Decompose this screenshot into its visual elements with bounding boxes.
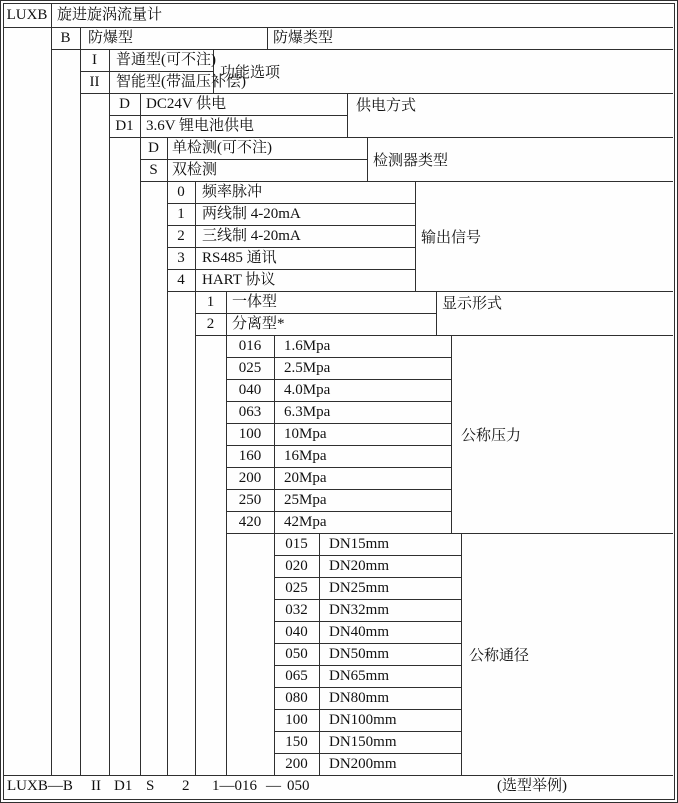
option-desc: RS485 通讯: [202, 250, 277, 266]
option-desc: DN80mm: [329, 690, 389, 706]
product-code: LUXB: [6, 7, 48, 23]
option-desc: 1.6Mpa: [284, 338, 331, 354]
option-code: 2: [206, 316, 215, 332]
option-code: 040: [285, 624, 308, 640]
option-code: D: [148, 140, 159, 156]
option-code: 1: [177, 206, 185, 222]
grid-line: [195, 181, 196, 775]
option-code: 1: [206, 294, 215, 310]
option-code: 065: [285, 668, 308, 684]
option-desc: 普通型(可不注): [116, 52, 216, 68]
option-desc: DN150mm: [329, 734, 397, 750]
example-dash: —: [266, 778, 281, 794]
option-desc: 25Mpa: [284, 492, 327, 508]
section-label-output: 输出信号: [421, 229, 482, 246]
section-label-power: 供电方式: [356, 97, 417, 114]
option-code: S: [149, 162, 158, 178]
option-desc: HART 协议: [202, 272, 276, 288]
option-code: 100: [285, 712, 308, 728]
option-desc: DN15mm: [329, 536, 389, 552]
example-model: LUXB—B: [7, 778, 73, 794]
grid-line: [436, 291, 437, 335]
option-desc: DN65mm: [329, 668, 389, 684]
option-desc: 42Mpa: [284, 514, 327, 530]
grid-line: [267, 27, 268, 49]
option-desc: DN50mm: [329, 646, 389, 662]
option-code: II: [89, 74, 100, 90]
option-code: I: [92, 52, 97, 68]
option-code: 040: [238, 382, 262, 398]
option-desc: 三线制 4-20mA: [202, 228, 301, 244]
option-desc: 一体型: [232, 294, 278, 310]
option-desc: 3.6V 锂电池供电: [146, 118, 255, 134]
example-function: II: [91, 778, 101, 794]
option-code: 032: [285, 602, 308, 618]
grid-line: [51, 3, 52, 775]
grid-line: [109, 49, 110, 775]
section-label-explosion: 防爆类型: [273, 30, 334, 46]
option-code: 100: [238, 426, 262, 442]
table-grid: [3, 3, 673, 798]
option-code: 3: [177, 250, 185, 266]
option-desc: DN32mm: [329, 602, 389, 618]
explosion-desc: 防爆型: [88, 30, 134, 46]
option-code: 2: [177, 228, 185, 244]
option-desc: DN25mm: [329, 580, 389, 596]
option-desc: DN40mm: [329, 624, 389, 640]
option-code: 063: [238, 404, 262, 420]
option-code: 025: [285, 580, 308, 596]
option-code: 200: [238, 470, 262, 486]
option-code: 200: [285, 756, 308, 772]
option-desc: DN100mm: [329, 712, 397, 728]
option-code: 025: [238, 360, 262, 376]
option-desc: 6.3Mpa: [284, 404, 331, 420]
option-code: 080: [285, 690, 308, 706]
grid-line: [347, 93, 348, 137]
grid-line: [140, 93, 141, 775]
grid-line: [367, 137, 368, 181]
option-desc: 2.5Mpa: [284, 360, 331, 376]
option-code: 015: [285, 536, 308, 552]
option-code: 150: [285, 734, 308, 750]
option-desc: 单检测(可不注): [172, 140, 272, 156]
example-detector: S: [146, 778, 155, 794]
grid-line: [3, 775, 673, 776]
grid-line: [461, 533, 462, 775]
example-output: 2: [182, 778, 190, 794]
grid-line: [451, 335, 452, 533]
section-label-function: 功能选项: [220, 64, 281, 81]
section-label-detector: 检测器类型: [373, 152, 449, 169]
option-code: 160: [238, 448, 262, 464]
option-code: 4: [177, 272, 185, 288]
option-desc: DN200mm: [329, 756, 397, 772]
option-desc: 16Mpa: [284, 448, 327, 464]
option-desc: 频率脉冲: [202, 184, 263, 200]
option-code: D: [119, 96, 130, 112]
option-code: 020: [285, 558, 308, 574]
option-desc: 分离型*: [232, 316, 285, 332]
section-label-display: 显示形式: [442, 295, 503, 312]
option-code: 050: [285, 646, 308, 662]
grid-line: [415, 181, 416, 291]
section-label-diameter: 公称通径: [469, 647, 530, 664]
option-desc: DC24V 供电: [146, 96, 227, 112]
option-code: D1: [115, 118, 134, 134]
example-diameter: 050: [287, 778, 310, 794]
option-desc: 智能型(带温压补偿): [116, 74, 246, 90]
example-power: D1: [114, 778, 133, 794]
section-label-pressure: 公称压力: [461, 427, 522, 444]
option-desc: 20Mpa: [284, 470, 327, 486]
option-desc: 两线制 4-20mA: [202, 206, 301, 222]
option-desc: 4.0Mpa: [284, 382, 331, 398]
option-desc: 双检测: [172, 162, 218, 178]
option-desc: DN20mm: [329, 558, 389, 574]
option-code: 016: [238, 338, 262, 354]
option-desc: 10Mpa: [284, 426, 327, 442]
grid-line: [80, 27, 81, 775]
grid-line: [319, 533, 320, 775]
option-code: 0: [177, 184, 185, 200]
option-code: 420: [238, 514, 262, 530]
product-name: 旋进旋涡流量计: [57, 7, 163, 23]
option-code: 250: [238, 492, 262, 508]
example-note: (选型举例): [497, 778, 567, 794]
example-display-pressure: 1—016: [212, 778, 257, 794]
explosion-code: B: [60, 30, 71, 46]
